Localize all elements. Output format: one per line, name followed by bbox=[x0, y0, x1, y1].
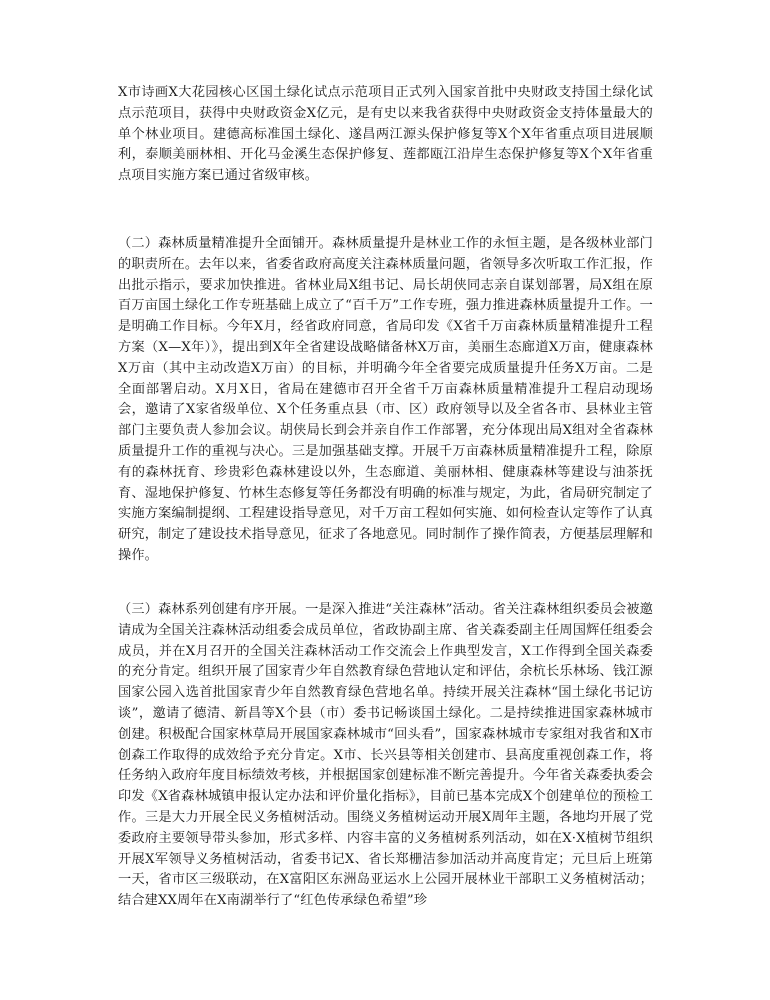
paragraph-forest-series-creation: （三）森林系列创建有序开展。一是深入推进“关注森林”活动。省关注森林组织委员会被邀请成为全国关注森林活动组委会成员单位，省政协副主席、省关森委副主任周国辉任组委会成员，并在X月召开的全国关注森林活动工作交流会上作典型发言，X工作得到全国关森委的充分肯定。组织开展了国家青少年自然教育绿色营地认定和评估，余杭长乐林场、钱江源国家公园入选首批国家青少年自然教育绿色营地名单。持续开展关注森林“国土绿化书记访谈”，邀请了德清、新昌等X个县（市）委书记畅谈国土绿化。二是持续推进国家森林城市创建。积极配合国家林草局开展国家森林城市“回头看”，国家森林城市专家组对我省和X市创森工作取得的成效给予充分肯定。X市、长兴县等相关创建市、县高度重视创森工作，将任务纳入政府年度目标绩效考核，并根据国家创建标准不断完善提升。今年省关森委执委会印发《X省森林城镇申报认定办法和评价量化指标》，目前已基本完成X个创建单位的预检工作。三是大力开展全民义务植树活动。围绕义务植树运动开展X周年主题，各地均开展了党委政府主要领导带头参加，形式多样、内容丰富的义务植树系列活动，如在X·X植树节组织开展X军领导义务植树活动，省委书记X、省长郑栅洁参加活动并高度肯定；元旦后上班第一天，省市区三级联动，在X富阳区东洲岛亚运水上公园开展林业干部职工义务植树活动；结合建XX周年在X南湖举行了“红色传承绿色希望”珍 bbox=[118, 602, 653, 909]
paragraph-forest-quality-improvement: （二）森林质量精准提升全面铺开。森林质量提升是林业工作的永恒主题，是各级林业部门的职责所在。去年以来，省委省政府高度关注森林质量问题，省领导多次听取工作汇报，作出批示指示，要求加快推进。省林业局X组书记、局长胡侠同志亲自谋划部署，局X组在原百万亩国土绿化工作专班基础上成立了“百千万”工作专班，强力推进森林质量提升工作。一是明确工作目标。今年X月，经省政府同意，省局印发《X省千万亩森林质量精准提升工程方案（X—X年）》，提出到X年全省建设战略储备林X万亩，美丽生态廊道X万亩，健康森林X万亩（其中主动改造X万亩）的目标，并明确今年全省要完成质量提升任务X万亩。二是全面部署启动。X月X日，省局在建德市召开全省千万亩森林质量精准提升工程启动现场会，邀请了X家省级单位、X个任务重点县（市、区）政府领导以及全省各市、县林业主管部门主要负责人参加会议。胡侠局长到会并亲自作工作部署，充分体现出局X组对全省森林质量提升工作的重视与决心。三是加强基础支撑。开展千万亩森林质量精准提升工程，除原有的森林抚育、珍贵彩色森林建设以外，生态廊道、美丽林相、健康森林等建设与油茶抚育、湿地保护修复、竹林生态修复等任务都没有明确的标准与规定，为此，省局研究制定了实施方案编制提纲、工程建设指导意见，对千万亩工程如何实施、如何检查认定等作了认真研究，制定了建设技术指导意见，征求了各地意见。同时制作了操作简表，方便基层理解和操作。 bbox=[118, 236, 653, 563]
paragraph-green-pilot-projects: X市诗画X大花园核心区国土绿化试点示范项目正式列入国家首批中央财政支持国土绿化试点示范项目，获得中央财政资金X亿元，是有史以来我省获得中央财政资金支持体量最大的单个林业项目。建德高标准国土绿化、遂昌两江源头保护修复等X个X年省重点项目进展顺利，泰顺美丽林相、开化马金溪生态保护修复、莲都瓯江沿岸生态保护修复等X个X年省重点项目实施方案已通过省级审核。 bbox=[118, 85, 653, 184]
